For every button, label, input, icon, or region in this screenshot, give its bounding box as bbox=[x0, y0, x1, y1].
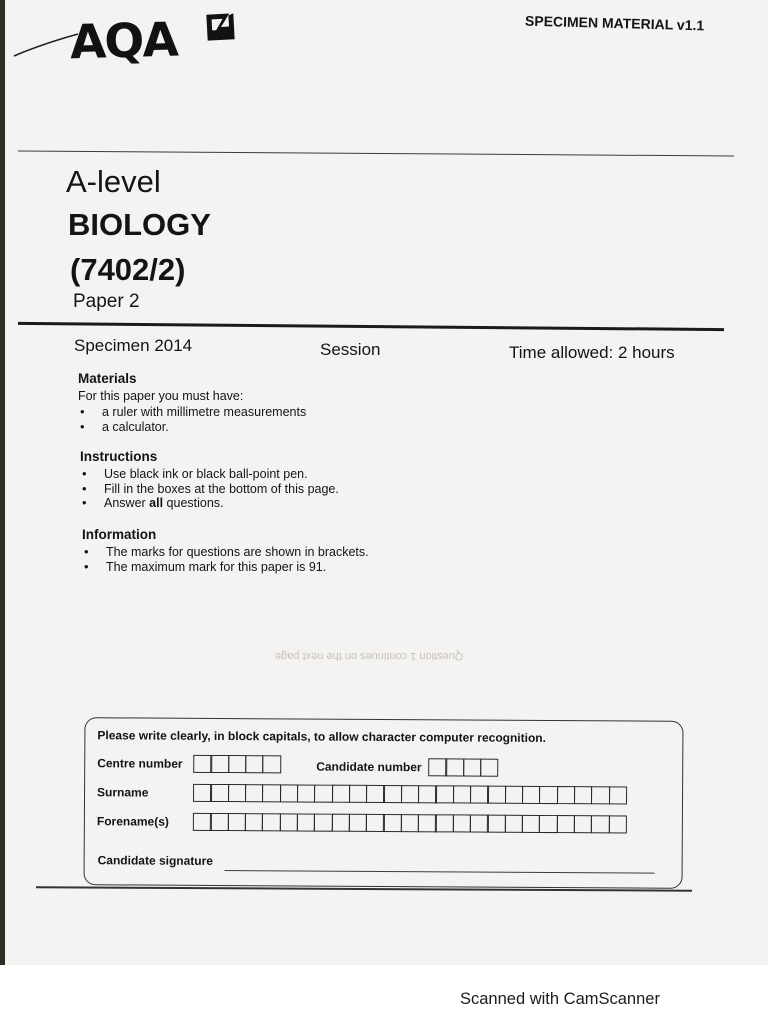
character-box[interactable] bbox=[428, 758, 447, 776]
character-box[interactable] bbox=[463, 758, 482, 776]
subject-title: BIOLOGY bbox=[68, 207, 211, 242]
character-box[interactable] bbox=[331, 814, 350, 832]
scanner-watermark: Scanned with CamScanner bbox=[460, 990, 660, 1008]
answer-pre: Answer bbox=[104, 496, 150, 510]
specimen-year: Specimen 2014 bbox=[74, 336, 193, 355]
character-box[interactable] bbox=[332, 785, 351, 803]
character-box[interactable] bbox=[401, 785, 420, 803]
character-box[interactable] bbox=[262, 784, 281, 802]
character-box[interactable] bbox=[557, 786, 576, 804]
character-box[interactable] bbox=[418, 814, 437, 832]
character-box[interactable] bbox=[574, 786, 593, 804]
character-box[interactable] bbox=[193, 784, 212, 802]
character-box[interactable] bbox=[245, 813, 264, 831]
character-box[interactable] bbox=[574, 815, 593, 833]
paper-code: (7402/2) bbox=[70, 252, 186, 287]
list-item: • Fill in the boxes at the bottom of this page. bbox=[80, 482, 339, 497]
character-box[interactable] bbox=[470, 786, 489, 804]
character-box[interactable] bbox=[505, 786, 524, 804]
list-item: • The maximum mark for this paper is 91. bbox=[82, 560, 369, 575]
character-box[interactable] bbox=[539, 786, 558, 804]
character-box[interactable] bbox=[470, 815, 489, 833]
top-divider bbox=[18, 151, 734, 157]
list-item: • The marks for questions are shown in brackets. bbox=[82, 545, 369, 560]
materials-heading: Materials bbox=[78, 371, 137, 386]
aqa-logo: AQA bbox=[69, 12, 178, 71]
character-box[interactable] bbox=[280, 784, 299, 802]
character-box[interactable] bbox=[383, 785, 402, 803]
character-box[interactable] bbox=[279, 813, 298, 831]
candidate-details-form bbox=[83, 717, 683, 889]
character-box[interactable] bbox=[366, 814, 385, 832]
scan-edge bbox=[0, 0, 5, 965]
character-box[interactable] bbox=[556, 815, 575, 833]
character-box[interactable] bbox=[227, 813, 246, 831]
character-box[interactable] bbox=[480, 759, 499, 777]
character-box[interactable] bbox=[608, 815, 627, 833]
character-box[interactable] bbox=[453, 814, 472, 832]
information-list bbox=[82, 545, 369, 574]
character-box[interactable] bbox=[245, 755, 264, 773]
forename-label: Forename(s) bbox=[96, 814, 169, 829]
character-box[interactable] bbox=[297, 784, 316, 802]
form-instructions: Please write clearly, in block capitals, to allow character computer recognition. bbox=[97, 728, 547, 745]
materials-intro: For this paper you must have: bbox=[78, 389, 244, 403]
character-box[interactable] bbox=[591, 786, 610, 804]
information-heading: Information bbox=[82, 527, 157, 542]
main-divider bbox=[18, 322, 724, 331]
character-box[interactable] bbox=[591, 815, 610, 833]
surname-boxes[interactable] bbox=[193, 784, 626, 805]
character-box[interactable] bbox=[504, 815, 523, 833]
character-box[interactable] bbox=[487, 815, 506, 833]
qualification-level: A-level bbox=[66, 164, 161, 199]
list-item: • a calculator. bbox=[78, 420, 306, 435]
character-box[interactable] bbox=[445, 758, 464, 776]
materials-list bbox=[78, 405, 306, 434]
answer-post: questions. bbox=[163, 496, 224, 510]
character-box[interactable] bbox=[435, 814, 454, 832]
surname-label: Surname bbox=[97, 785, 149, 800]
centre-number-boxes[interactable] bbox=[193, 755, 280, 774]
character-box[interactable] bbox=[210, 813, 229, 831]
paper-number: Paper 2 bbox=[73, 291, 140, 312]
character-box[interactable] bbox=[608, 786, 627, 804]
show-through-text: Question 1 continues on the next page bbox=[275, 650, 464, 662]
character-box[interactable] bbox=[297, 813, 316, 831]
character-box[interactable] bbox=[193, 755, 212, 773]
character-box[interactable] bbox=[487, 786, 506, 804]
time-allowed: Time allowed: 2 hours bbox=[509, 343, 675, 362]
character-box[interactable] bbox=[522, 786, 541, 804]
character-box[interactable] bbox=[401, 814, 420, 832]
character-box[interactable] bbox=[228, 755, 247, 773]
candidate-number-boxes[interactable] bbox=[428, 758, 497, 776]
character-box[interactable] bbox=[210, 784, 229, 802]
character-box[interactable] bbox=[193, 813, 212, 831]
list-item: • Use black ink or black ball-point pen. bbox=[80, 467, 339, 482]
forename-boxes[interactable] bbox=[193, 813, 626, 834]
session-label: Session bbox=[320, 340, 381, 359]
character-box[interactable] bbox=[210, 755, 229, 773]
character-box[interactable] bbox=[314, 814, 333, 832]
character-box[interactable] bbox=[262, 755, 281, 773]
character-box[interactable] bbox=[418, 785, 437, 803]
signature-label: Candidate signature bbox=[97, 853, 214, 868]
character-box[interactable] bbox=[262, 813, 281, 831]
character-box[interactable] bbox=[245, 784, 264, 802]
answer-bold: all bbox=[149, 496, 164, 510]
signature-line[interactable] bbox=[225, 870, 655, 874]
aqa-logo-mark-icon bbox=[203, 9, 237, 45]
list-item bbox=[80, 496, 339, 511]
instructions-list bbox=[80, 467, 339, 511]
centre-number-label: Centre number bbox=[97, 756, 183, 771]
character-box[interactable] bbox=[453, 785, 472, 803]
character-box[interactable] bbox=[228, 784, 247, 802]
character-box[interactable] bbox=[366, 785, 385, 803]
character-box[interactable] bbox=[349, 814, 368, 832]
specimen-material-label: SPECIMEN MATERIAL v1.1 bbox=[524, 12, 705, 34]
character-box[interactable] bbox=[314, 785, 333, 803]
instructions-heading: Instructions bbox=[80, 449, 158, 464]
character-box[interactable] bbox=[383, 814, 402, 832]
list-item: • a ruler with millimetre measurements bbox=[78, 405, 306, 420]
candidate-number-label: Candidate number bbox=[316, 759, 422, 775]
character-box[interactable] bbox=[522, 815, 541, 833]
character-box[interactable] bbox=[539, 815, 558, 833]
character-box[interactable] bbox=[435, 785, 454, 803]
character-box[interactable] bbox=[349, 785, 368, 803]
